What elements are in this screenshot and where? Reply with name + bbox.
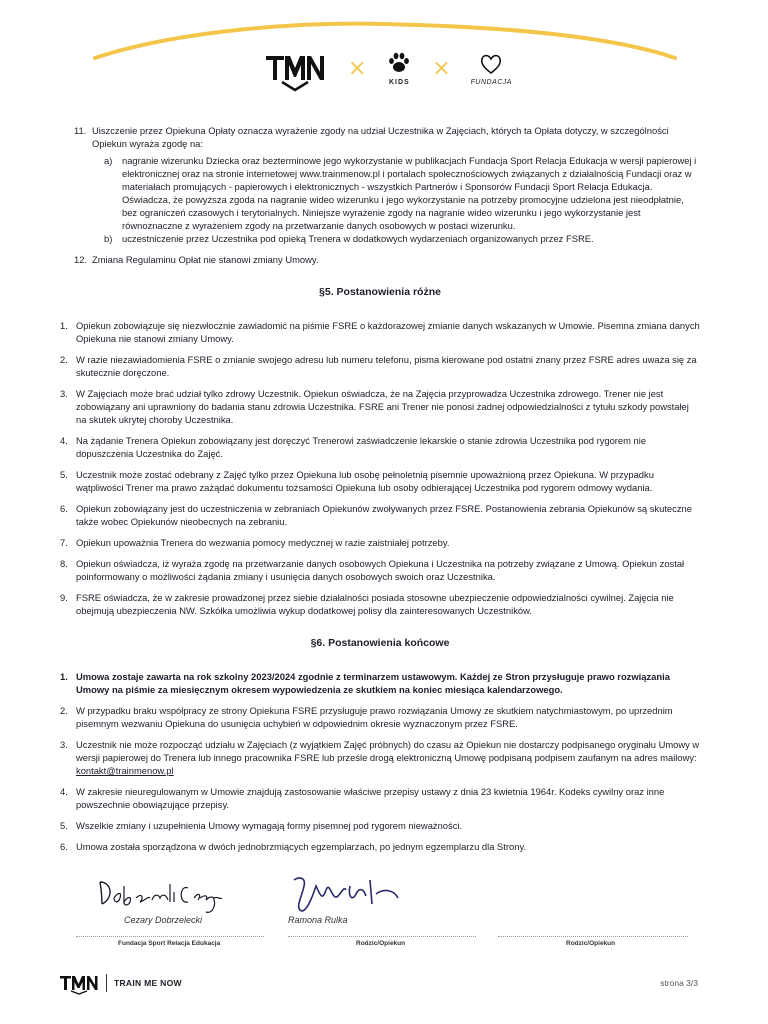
item-text: Uczestnik nie może rozpocząć udziału w Zajęciach (z wyjątkiem Zajęć próbnych) do czasu aż Opiekun nie dostarczy podpisanego oryginału Umowy w wersji papierowej do Trenera lub innego pracownika FSRE lub prześle drogą elektroniczną Umowę podpisaną podpisem zaufanym na adres mailowy: xyxy=(76,739,700,763)
list-item: 1. Opiekun zobowiązuje się niezwłocznie zawiadomić na piśmie FSRE o każdorazowej zmianie danych wskazanych w Umowie. Pisemna zmiana danych Opiekuna nie stanowi zmiany Umowy. xyxy=(60,320,700,344)
item-text: Opiekun zobowiązuje się niezwłocznie zawiadomić na piśmie FSRE o każdorazowej zmianie danych wskazanych w Umowie. Pisemna zmiana danych Opiekuna nie stanowi zmiany Umowy. xyxy=(76,320,700,344)
separator-x-icon: × xyxy=(347,56,367,81)
item-text: Zmiana Regulaminu Opłat nie stanowi zmiany Umowy. xyxy=(92,254,319,265)
list-item: 8. Opiekun oświadcza, iż wyraża zgodę na przetwarzanie danych osobowych Opiekuna i Uczestnika na potrzeby związane z Umową. Opiekun został poinformowany o możliwości żądania zmiany i usunięcia danych osobowych swoich oraz Uczestnika. xyxy=(60,558,685,582)
list-item: 12. Zmiana Regulaminu Opłat nie stanowi zmiany Umowy. xyxy=(74,254,319,265)
list-item: 1. Umowa zostaje zawarta na rok szkolny 2023/2024 zgodnie z terminarzem ustawowym. Każdej ze Stron przysługuje prawo rozwiązania Umowy na piśmie za miesięcznym okresem wypowiedzenia ze skutkiem na koniec miesiąca kalendarzowego. xyxy=(60,671,670,695)
item-text: Wszelkie zmiany i uzupełnienia Umowy wymagają formy pisemnej pod rygorem nieważności. xyxy=(76,820,463,831)
list-item: 7. Opiekun upoważnia Trenera do wezwania pomocy medycznej w razie zaistniałej potrzeby. xyxy=(60,537,450,548)
footer-tmn-logo-icon xyxy=(58,973,102,995)
item-text: W razie niezawiadomienia FSRE o zmianie swojego adresu lub numeru telefonu, pisma kierowane pod ostatni znany przez FSRE adres uważa się za skutecznie doręczone. xyxy=(76,354,697,378)
item-text: Opiekun zobowiązany jest do uczestniczenia w zebraniach Opiekunów zwoływanych przez FSRE. Postanowienia zebrania Opiekunów są skuteczne także wobec Opiekunów nieobecnych na zebraniu. xyxy=(76,503,692,527)
footer-separator xyxy=(106,974,107,992)
page-number: strona 3/3 xyxy=(660,978,698,988)
item-text: Opiekun upoważnia Trenera do wezwania pomocy medycznej w razie zaistniałej potrzeby. xyxy=(76,537,450,548)
left-signature-caption: Fundacja Sport Relacja Edukacja xyxy=(118,940,221,947)
item-text: W zakresie nieuregulowanym w Umowie znajdują zastosowanie właściwe przepisy ustawy z dnia 23 kwietnia 1964r. Kodeks cywilny oraz inne powszechnie obowiązujące przepisy. xyxy=(76,786,665,810)
section-6-list xyxy=(60,670,700,853)
signature-line-middle xyxy=(288,936,476,937)
kids-logo xyxy=(386,50,412,86)
section-5-list xyxy=(60,319,700,617)
list-item: 2. W przypadku braku współpracy ze strony Opiekuna FSRE przysługuje prawo rozwiązania Umowy ze skutkiem natychmiastowym, po uprzednim pisemnym wezwaniu Opiekuna do usunięcia uchybień w odpowiednim okresie wyznaczonym przez FSRE. xyxy=(60,705,673,729)
sub-item-text: uczestniczenie przez Uczestnika pod opieką Trenera w dodatkowych wydarzeniach organizowanych przez FSRE. xyxy=(122,233,594,244)
list-item: 9. FSRE oświadcza, że w zakresie prowadzonej przez siebie działalności posiada stosowne ubezpieczenie odpowiedzialności cywilnej. Zajęcia nie obejmują ubezpieczenia NW. Szkółka umożliwia wykup dodatkowej polisy dla zainteresowanych Uczestników. xyxy=(60,592,674,616)
list-item: 4. W zakresie nieuregulowanym w Umowie znajdują zastosowanie właściwe przepisy ustawy z dnia 23 kwietnia 1964r. Kodeks cywilny oraz inne powszechnie obowiązujące przepisy. xyxy=(60,786,665,810)
item-text: Opiekun oświadcza, iż wyraża zgodę na przetwarzanie danych osobowych Opiekuna i Uczestnika na potrzeby związane z Umową. Opiekun został poinformowany o możliwości żądania zmiany i usunięcia danych osobowych swoich oraz Uczestnika. xyxy=(76,558,685,582)
email-link[interactable]: kontakt@trainmenow.pl xyxy=(76,765,174,776)
item-text: Umowa została sporządzona w dwóch jednobrzmiących egzemplarzach, po jednym egzemplarzu dla Strony. xyxy=(76,841,527,852)
signature-line-left xyxy=(76,936,264,937)
tmn-logo-icon xyxy=(262,50,328,92)
middle-signer-name: Ramona Rulka xyxy=(288,915,348,925)
list-item: 4. Na żądanie Trenera Opiekun zobowiązany jest doręczyć Trenerowi zaświadczenie lekarskie o stanie zdrowia Uczestnika pod rygorem nie dopuszczenia Uczestnika do Zajęć. xyxy=(60,435,647,459)
item-text: Uiszczenie przez Opiekuna Opłaty oznacza wyrażenie zgody na udział Uczestnika w Zajęciach, których ta Opłata dotyczy, w szczególności Opiekun wyraża zgodę na: xyxy=(92,125,669,149)
header-logos xyxy=(262,50,512,96)
item-text: Umowa zostaje zawarta na rok szkolny 2023/2024 zgodnie z terminarzem ustawowym. Każdej ze Stron przysługuje prawo rozwiązania Umowy na piśmie za miesięcznym okresem wypowiedzenia ze skutkiem na koniec miesiąca kalendarzowego. xyxy=(76,671,670,695)
heart-icon xyxy=(479,52,503,76)
paw-icon xyxy=(386,50,412,76)
separator-x-icon: × xyxy=(432,56,451,81)
middle-signature-caption: Rodzic/Opiekun xyxy=(356,940,406,947)
item-text: W Zajęciach może brać udział tylko zdrowy Uczestnik. Opiekun oświadcza, że na Zajęcia przyprowadza Uczestnika zdrowego. Trener nie jest zobowiązany ani uprawniony do badania stanu zdrowia Uczestnika. FSRE ani Trener nie ponosi żadnej odpowiedzialności z tytułu szkody powstałej na skutek ukrytej choroby Uczestnika. xyxy=(76,388,689,425)
fundacja-label: FUNDACJA xyxy=(470,79,512,86)
item-text: Uczestnik może zostać odebrany z Zajęć tylko przez Opiekuna lub osobę pełnoletnią pisemnie upoważnioną przez Opiekuna. W przypadku wątpliwości Trener ma prawo zażądać dokumentu tożsamości Opiekuna lub osoby odbierającej Uczestnika pod rygorem odmowy wydania. xyxy=(76,469,654,493)
list-item: 6. Umowa została sporządzona w dwóch jednobrzmiących egzemplarzach, po jednym egzemplarzu dla Strony. xyxy=(60,841,527,852)
list-item: 6. Opiekun zobowiązany jest do uczestniczenia w zebraniach Opiekunów zwoływanych przez FSRE. Postanowienia zebrania Opiekunów są skuteczne także wobec Opiekunów nieobecnych na zebraniu. xyxy=(60,503,692,527)
list-item: 3. Uczestnik nie może rozpocząć udziału w Zajęciach (z wyjątkiem Zajęć próbnych) do czasu aż Opiekun nie dostarczy podpisanego oryginału Umowy w wersji papierowej do Trenera lub innego pracownika FSRE lub prześle drogą elektroniczną Umowę podpisaną podpisem zaufanym na adres mailowy: kontakt@trainmenow.pl xyxy=(60,739,700,776)
item-text: Na żądanie Trenera Opiekun zobowiązany jest doręczyć Trenerowi zaświadczenie lekarskie o stanie zdrowia Uczestnika pod rygorem nie dopuszczenia Uczestnika do Zajęć. xyxy=(76,435,647,459)
list-item: 2. W razie niezawiadomienia FSRE o zmianie swojego adresu lub numeru telefonu, pisma kierowane pod ostatni znany przez FSRE adres uważa się za skutecznie doręczone. xyxy=(60,354,697,378)
fundacja-logo xyxy=(471,50,512,86)
list-item: 5. Wszelkie zmiany i uzupełnienia Umowy wymagają formy pisemnej pod rygorem nieważności. xyxy=(60,820,463,831)
list-item: 3. W Zajęciach może brać udział tylko zdrowy Uczestnik. Opiekun oświadcza, że na Zajęcia przyprowadza Uczestnika zdrowego. Trener nie jest zobowiązany ani uprawniony do badania stanu zdrowia Uczestnika. FSRE ani Trener nie ponosi żadnej odpowiedzialności z tytułu szkody powstałej na skutek ukrytej choroby Uczestnika. xyxy=(60,388,689,425)
sub-item: b) uczestniczenie przez Uczestnika pod opieką Trenera w dodatkowych wydarzeniach organizowanych przez FSRE. xyxy=(104,233,594,244)
signature-line-right xyxy=(498,936,688,937)
list-item: 11. Uiszczenie przez Opiekuna Opłaty oznacza wyrażenie zgody na udział Uczestnika w Zajęciach, których ta Opłata dotyczy, w szczególności Opiekun wyraża zgodę na: a) nagranie wizerunku Dziecka oraz bezterminowe jego wykorzystanie w publikacjach Fundacja Sport Relacja Edukacja w wersji papierowej i elektronicznej oraz na stronie internetowej www.trainmenow.pl i portalach społecznościowych związanych z działalnością Fundacji oraz w materiałach promujących - papierowych i elektronicznych - wszystkich Partnerów i Sponsorów Fundacji Sport Relacja Edukacja. Oświadcza, że powyższa zgoda na nagranie wideo wizerunku i jego wykorzystanie na potrzeby promocyjne udzielona jest nieodpłatnie, bez ograniczeń czasowych i terytorialnych. Niniejsze wyrażenie zgody na nagranie wideo wizerunku i jego wykorzystanie jest równoznaczne z wyrażeniem zgody na przetwarzanie danych osobowych w postaci wizerunku. b) uczestniczenie przez Uczestnika pod opieką Trenera w dodatkowych wydarzeniach organizowanych przez FSRE. xyxy=(74,124,700,245)
item-text: W przypadku braku współpracy ze strony Opiekuna FSRE przysługuje prawo rozwiązania Umowy ze skutkiem natychmiastowym, po uprzednim pisemnym wezwaniu Opiekuna do usunięcia uchybień w odpowiednim okresie wyznaczonym przez FSRE. xyxy=(76,705,673,729)
kids-label: KIDS xyxy=(388,79,410,86)
sub-item-text: nagranie wizerunku Dziecka oraz bezterminowe jego wykorzystanie w publikacjach Fundacja Sport Relacja Edukacja w wersji papierowej i elektronicznej oraz na stronie internetowej www.trainmenow.pl i portalach społecznościowych związanych z działalnością Fundacji oraz w materiałach promujących - papierowych i elektronicznych - wszystkich Partnerów i Sponsorów Fundacji Sport Relacja Edukacja. Oświadcza, że powyższa zgoda na nagranie wideo wizerunku i jego wykorzystanie na potrzeby promocyjne udzielona jest nieodpłatnie, bez ograniczeń czasowych i terytorialnych. Niniejsze wyrażenie zgody na nagranie wideo wizerunku i jego wykorzystanie jest równoznaczne z wyrażeniem zgody na przetwarzanie danych osobowych w postaci wizerunku. xyxy=(122,155,697,231)
section-5-heading: §5. Postanowienia różne xyxy=(319,286,441,298)
sub-item: a) nagranie wizerunku Dziecka oraz bezterminowe jego wykorzystanie w publikacjach Fundacja Sport Relacja Edukacja w wersji papierowej i elektronicznej oraz na stronie internetowej www.trainmenow.pl i portalach społecznościowych związanych z działalnością Fundacji oraz w materiałach promujących - papierowych i elektronicznych - wszystkich Partnerów i Sponsorów Fundacji Sport Relacja Edukacja. Oświadcza, że powyższa zgoda na nagranie wideo wizerunku i jego wykorzystanie na potrzeby promocyjne udzielona jest nieodpłatnie, bez ograniczeń czasowych i terytorialnych. Niniejsze wyrażenie zgody na nagranie wideo wizerunku i jego wykorzystanie jest równoznaczne z wyrażeniem zgody na przetwarzanie danych osobowych w postaci wizerunku. xyxy=(104,155,697,231)
left-signer-name: Cezary Dobrzelecki xyxy=(124,915,203,925)
right-signature-caption: Rodzic/Opiekun xyxy=(566,940,616,947)
list-item: 5. Uczestnik może zostać odebrany z Zajęć tylko przez Opiekuna lub osobę pełnoletnią pisemnie upoważnioną przez Opiekuna. W przypadku wątpliwości Trener ma prawo zażądać dokumentu tożsamości Opiekuna lub osoby odbierającej Uczestnika pod rygorem odmowy wydania. xyxy=(60,469,654,493)
item-text: FSRE oświadcza, że w zakresie prowadzonej przez siebie działalności posiada stosowne ubezpieczenie odpowiedzialności cywilnej. Zajęcia nie obejmują ubezpieczenia NW. Szkółka umożliwia wykup dodatkowej polisy dla zainteresowanych Uczestników. xyxy=(76,592,674,616)
footer-brand: TRAIN ME NOW xyxy=(114,978,182,988)
section-6-heading: §6. Postanowienia końcowe xyxy=(310,637,450,649)
handwritten-signature-left xyxy=(96,874,236,914)
document-body xyxy=(60,124,700,861)
